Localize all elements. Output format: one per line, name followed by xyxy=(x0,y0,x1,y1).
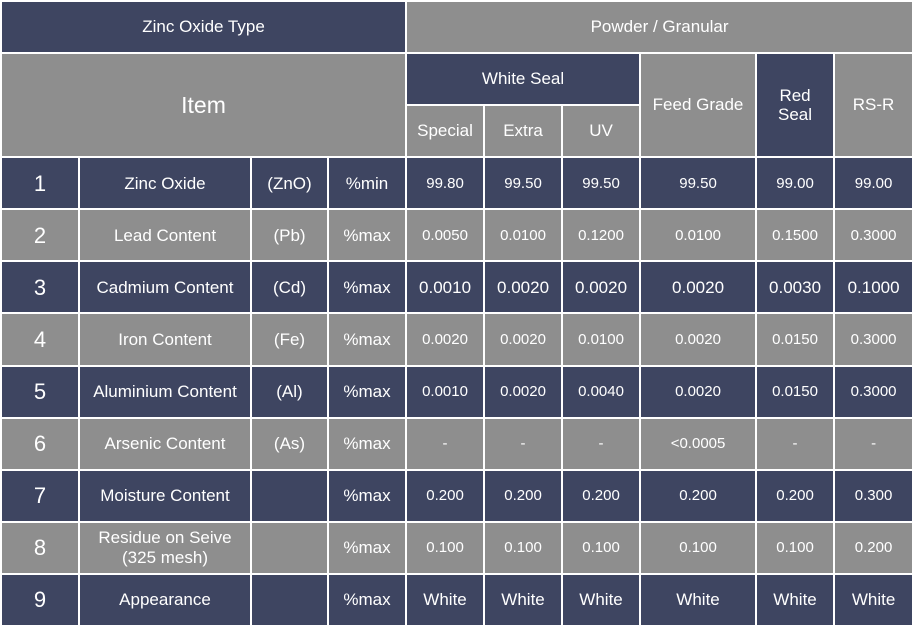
table-row xyxy=(2,471,912,521)
value-feed-grade: 0.0020 xyxy=(641,262,755,312)
item-name: Lead Content xyxy=(80,210,250,260)
table-row xyxy=(2,262,912,312)
value-extra: 0.0020 xyxy=(485,367,561,417)
value-feed-grade: <0.0005 xyxy=(641,419,755,469)
value-uv: 0.100 xyxy=(563,523,639,573)
value-red-seal: White xyxy=(757,575,833,625)
row-number: 8 xyxy=(2,523,78,573)
value-red-seal: 99.00 xyxy=(757,158,833,208)
item-name xyxy=(80,523,250,573)
item-name-line1: Residue on Seive xyxy=(98,528,232,548)
value-red-seal: 0.1500 xyxy=(757,210,833,260)
item-symbol: (Pb) xyxy=(252,210,327,260)
value-red-seal: - xyxy=(757,419,833,469)
value-extra: 0.0020 xyxy=(485,314,561,364)
item-symbol: (Al) xyxy=(252,367,327,417)
row-number: 4 xyxy=(2,314,78,364)
row-number: 3 xyxy=(2,262,78,312)
uv-header: UV xyxy=(563,106,639,156)
value-special: 0.0010 xyxy=(407,262,483,312)
value-extra: - xyxy=(485,419,561,469)
value-uv: 0.200 xyxy=(563,471,639,521)
value-red-seal: 0.0150 xyxy=(757,314,833,364)
table-row xyxy=(2,419,912,469)
value-special: 0.200 xyxy=(407,471,483,521)
value-special: 0.0020 xyxy=(407,314,483,364)
value-special: 0.100 xyxy=(407,523,483,573)
table-row xyxy=(2,158,912,208)
value-uv: 0.0100 xyxy=(563,314,639,364)
row-number: 9 xyxy=(2,575,78,625)
rs-r-header: RS-R xyxy=(835,54,912,156)
value-special: - xyxy=(407,419,483,469)
item-name: Zinc Oxide xyxy=(80,158,250,208)
value-feed-grade: 0.100 xyxy=(641,523,755,573)
value-extra: 0.200 xyxy=(485,471,561,521)
item-unit: %max xyxy=(329,262,405,312)
red-seal-label-line2: Seal xyxy=(778,105,813,125)
item-name-line2: (325 mesh) xyxy=(122,547,208,567)
value-feed-grade: 99.50 xyxy=(641,158,755,208)
value-red-seal: 0.0150 xyxy=(757,367,833,417)
value-uv: 0.0020 xyxy=(563,262,639,312)
item-unit: %max xyxy=(329,367,405,417)
value-feed-grade: White xyxy=(641,575,755,625)
item-name: Moisture Content xyxy=(80,471,250,521)
table-row xyxy=(2,523,912,573)
item-name: Arsenic Content xyxy=(80,419,250,469)
item-unit: %min xyxy=(329,158,405,208)
item-unit: %max xyxy=(329,314,405,364)
value-special: 0.0050 xyxy=(407,210,483,260)
value-feed-grade: 0.200 xyxy=(641,471,755,521)
powder-granular-header: Powder / Granular xyxy=(407,2,912,52)
white-seal-header: White Seal xyxy=(407,54,639,104)
value-uv: - xyxy=(563,419,639,469)
row-number: 5 xyxy=(2,367,78,417)
item-name: Cadmium Content xyxy=(80,262,250,312)
value-uv: 0.0040 xyxy=(563,367,639,417)
value-rs-r: 0.3000 xyxy=(835,210,912,260)
table-row xyxy=(2,210,912,260)
item-symbol xyxy=(252,575,327,625)
value-special: 0.0010 xyxy=(407,367,483,417)
item-symbol: (Cd) xyxy=(252,262,327,312)
header-row-type xyxy=(2,2,912,52)
item-name: Aluminium Content xyxy=(80,367,250,417)
value-extra: 0.100 xyxy=(485,523,561,573)
row-number: 7 xyxy=(2,471,78,521)
value-rs-r: 0.200 xyxy=(835,523,912,573)
item-unit: %max xyxy=(329,210,405,260)
item-header: Item xyxy=(2,54,405,156)
item-symbol xyxy=(252,523,327,573)
item-symbol xyxy=(252,471,327,521)
red-seal-header xyxy=(757,54,833,156)
item-name: Appearance xyxy=(80,575,250,625)
extra-header: Extra xyxy=(485,106,561,156)
table-row xyxy=(2,367,912,417)
item-unit: %max xyxy=(329,575,405,625)
value-feed-grade: 0.0020 xyxy=(641,367,755,417)
row-number: 6 xyxy=(2,419,78,469)
value-special: White xyxy=(407,575,483,625)
item-unit: %max xyxy=(329,471,405,521)
value-extra: 0.0100 xyxy=(485,210,561,260)
header-row-grades xyxy=(2,54,912,104)
item-symbol: (As) xyxy=(252,419,327,469)
value-uv: 0.1200 xyxy=(563,210,639,260)
value-rs-r: - xyxy=(835,419,912,469)
value-red-seal: 0.0030 xyxy=(757,262,833,312)
value-extra: 0.0020 xyxy=(485,262,561,312)
value-rs-r: 0.1000 xyxy=(835,262,912,312)
item-symbol: (ZnO) xyxy=(252,158,327,208)
value-rs-r: 99.00 xyxy=(835,158,912,208)
item-symbol: (Fe) xyxy=(252,314,327,364)
zinc-oxide-type-header: Zinc Oxide Type xyxy=(2,2,405,52)
special-header: Special xyxy=(407,106,483,156)
value-feed-grade: 0.0100 xyxy=(641,210,755,260)
table-row xyxy=(2,314,912,364)
value-rs-r: White xyxy=(835,575,912,625)
red-seal-label-line1: Red xyxy=(779,85,811,105)
value-rs-r: 0.3000 xyxy=(835,367,912,417)
value-red-seal: 0.200 xyxy=(757,471,833,521)
value-rs-r: 0.300 xyxy=(835,471,912,521)
item-unit: %max xyxy=(329,419,405,469)
value-special: 99.80 xyxy=(407,158,483,208)
value-uv: 99.50 xyxy=(563,158,639,208)
row-number: 2 xyxy=(2,210,78,260)
feed-grade-header: Feed Grade xyxy=(641,54,755,156)
value-rs-r: 0.3000 xyxy=(835,314,912,364)
value-extra: White xyxy=(485,575,561,625)
item-unit: %max xyxy=(329,523,405,573)
value-extra: 99.50 xyxy=(485,158,561,208)
row-number: 1 xyxy=(2,158,78,208)
table-row xyxy=(2,575,912,625)
value-feed-grade: 0.0020 xyxy=(641,314,755,364)
value-uv: White xyxy=(563,575,639,625)
value-red-seal: 0.100 xyxy=(757,523,833,573)
item-name: Iron Content xyxy=(80,314,250,364)
